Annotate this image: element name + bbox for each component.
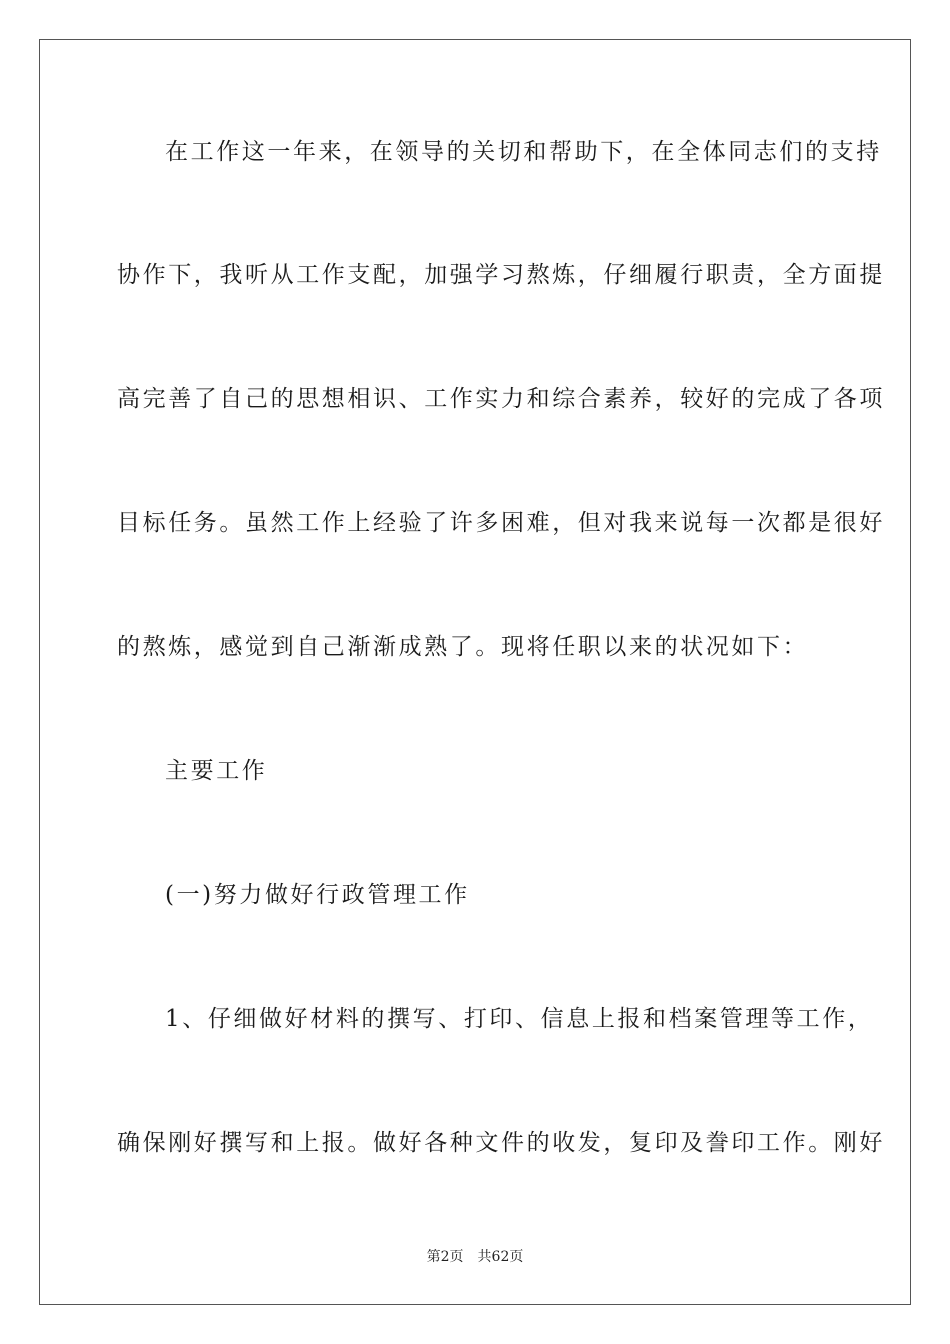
paragraph-1-line-3: 高完善了自己的思想相识、工作实力和综合素养，较好的完成了各项: [117, 386, 885, 412]
page-number: 第2页: [426, 1249, 464, 1265]
item-1-line-2: 确保刚好撰写和上报。做好各种文件的收发，复印及誊印工作。刚好: [117, 1130, 885, 1156]
paragraph-1-line-4: 目标任务。虽然工作上经验了许多困难，但对我来说每一次都是很好: [117, 510, 885, 536]
page-frame: [39, 39, 911, 1305]
paragraph-1-line-5: 的熬炼，感觉到自己渐渐成熟了。现将任职以来的状况如下：: [117, 634, 809, 660]
paragraph-1-line-1: 在工作这一年来，在领导的关切和帮助下，在全体同志们的支持: [165, 139, 882, 165]
page-footer: [0, 1248, 950, 1266]
section-heading: 主要工作: [165, 758, 268, 784]
total-pages: 共62页: [477, 1249, 524, 1265]
item-1-line-1: 1、仔细做好材料的撰写、打印、信息上报和档案管理等工作，: [165, 1006, 874, 1032]
paragraph-1-line-2: 协作下，我听从工作支配，加强学习熬炼，仔细履行职责，全方面提: [117, 262, 885, 288]
subsection-heading: (一)努力做好行政管理工作: [165, 882, 470, 908]
